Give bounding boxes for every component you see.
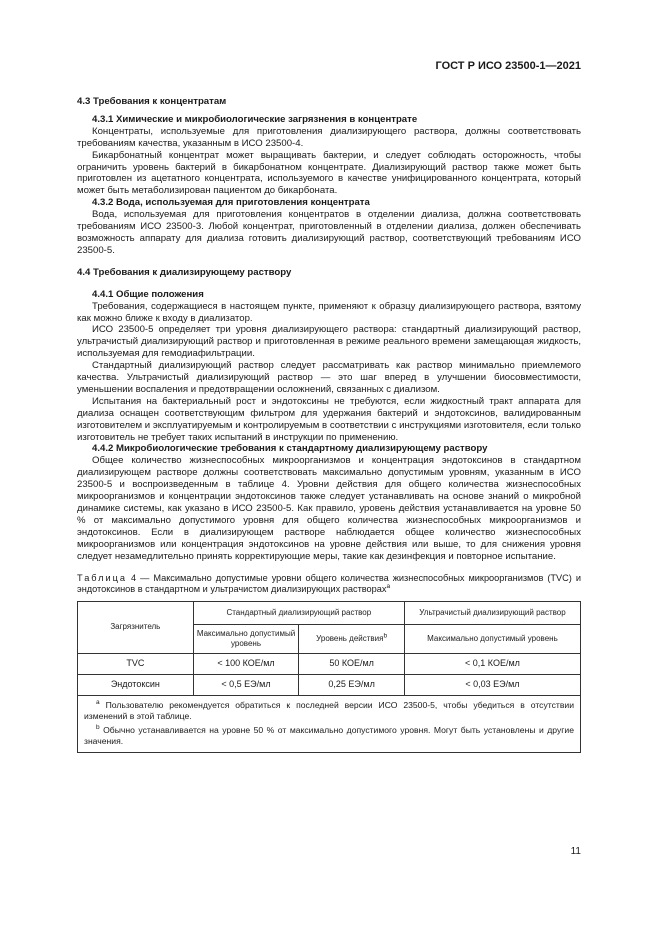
table-caption-text: 4 — Максимально допустимые уровни общего количества жизнеспособных микроорганизмов (TVC) и эндотоксинов в стандартном и ультрачистом диализирующих растворах	[77, 572, 581, 594]
paragraph: Общее количество жизнеспособных микроорганизмов и концентрация эндотоксинов в стандартном диализирующем растворе должны соответствовать максимально допустимым уровням, указанным в ИСО 23500-5 и воспроизведенным в таблице 4. Уровни действия для общего количества жизнеспособных микроорганизмов и концентрации эндотоксинов также следует устанавливать на основе знаний о микробной динамике системы, как указано в ИСО 23500-5. Как правило, уровень действия устанавливается на уровне 50 % от максимально допустимого уровня для общего количества жизнеспособных микроорганизмов и эндотоксинов. Если в диализирующем растворе наблюдается общее количество жизнеспособных микроорганизмов или концентрация эндотоксинов на уровне действия или выше, то для снижения уровня следует незамедлительно принять корректирующие меры, такие как дезинфекция и повторное испытание.	[77, 455, 581, 562]
table-caption-footnote-mark: a	[386, 582, 391, 590]
header-max-level-ultrapure: Максимально допустимый уровень	[404, 624, 580, 653]
document-header: ГОСТ Р ИСО 23500-1—2021	[435, 60, 581, 72]
limits-table	[77, 601, 581, 753]
table-caption	[77, 573, 581, 595]
header-action-footnote-mark: b	[383, 632, 388, 640]
section-4-4-1-title: 4.4.1 Общие положения	[92, 288, 204, 300]
section-4-4-title: 4.4 Требования к диализирующему раствору	[77, 266, 292, 278]
page-number: 11	[570, 846, 581, 857]
paragraph: Концентраты, используемые для приготовления диализирующего раствора, должны соответствовать требованиям качества, указанным в ИСО 23500-4.	[77, 125, 581, 149]
header-standard-group: Стандартный диализирующий раствор	[193, 601, 404, 624]
paragraph: Испытания на бактериальный рост и эндотоксины не требуются, если жидкостный тракт аппарата для диализа оснащен соответствующим фильтром для удержания бактерий и эндотоксинов, валидированным изготовителем и эксплуатируемым и контролируемым в соответствии с инструкциями изготовителя, если только изготовитель не требует таких испытаний в инструкции по применению.	[77, 395, 581, 443]
footnote-b-text: Обычно устанавливается на уровне 50 % от максимально допустимого уровня. Могут быть установлены и другие значения.	[84, 725, 574, 746]
table-row	[78, 674, 581, 695]
paragraph: Вода, используемая для приготовления концентратов в отделении диализа, должна соответствовать требованиям ИСО 23500-3. Любой концентрат, приготовленный в отделении диализа, должен обеспечивать возможность аппарату для диализа готовить диализирующий раствор, соответствующий требованиям ИСО 23500-5.	[77, 209, 581, 256]
header-action-level	[299, 624, 405, 653]
cell-max: < 0,5 ЕЭ/мл	[193, 674, 299, 695]
paragraph: ИСО 23500-5 определяет три уровня диализирующего раствора: стандартный диализирующий раствор, ультрачистый диализирующий раствор и приготовленная в режиме реального времени замещающая жидкость, используемая для гемодиафильтрации.	[77, 324, 581, 360]
section-4-4-2-title: 4.4.2 Микробиологические требования к стандартному диализирующему раствору	[92, 443, 488, 455]
cell-ultra: < 0,1 КОЕ/мл	[404, 653, 580, 674]
paragraph: Бикарбонатный концентрат может выращивать бактерии, и следует соблюдать осторожность, чтобы ограничить уровень бактерий в бикарбонатном концентрате. Диализирующий раствор также может быть приготовлен из ацетатного концентрата, используемого в качестве унифицированного концентрата, который может быть метаболизирован пациентом до бикарбоната.	[77, 149, 581, 197]
cell-contaminant: TVC	[78, 653, 194, 674]
footnote-a-mark: a	[96, 699, 100, 707]
paragraph: Требования, содержащиеся в настоящем пункте, применяют к образцу диализирующего раствора, взятому как можно ближе к входу в диализатор.	[77, 300, 581, 324]
document-body	[77, 96, 581, 753]
cell-action: 50 КОЕ/мл	[299, 653, 405, 674]
cell-action: 0,25 ЕЭ/мл	[299, 674, 405, 695]
footnote-a-text: Пользователю рекомендуется обратиться к последней версии ИСО 23500-5, чтобы убедиться в отсутствии изменений в этой таблице.	[84, 699, 574, 721]
section-4-3-1-title: 4.3.1 Химические и микробиологические загрязнения в концентрате	[92, 113, 418, 125]
footnote-a	[84, 700, 574, 721]
table-row	[78, 653, 581, 674]
section-4-3-title: 4.3 Требования к концентратам	[77, 96, 227, 107]
paragraph: Стандартный диализирующий раствор следует рассматривать как раствор минимально приемлемого качества. Ультрачистый диализирующий раствор — это шаг вперед в улучшении биосовместимости, уменьшении воспаления и предотвращении осложнений, связанных с диализом.	[77, 360, 581, 395]
cell-contaminant: Эндотоксин	[78, 674, 194, 695]
cell-ultra: < 0,03 ЕЭ/мл	[404, 674, 580, 695]
footnote-b-mark: b	[96, 724, 100, 732]
section-4-3-2-title: 4.3.2 Вода, используемая для приготовления концентрата	[92, 197, 370, 209]
table-footnotes	[78, 695, 581, 752]
header-action-level-label: Уровень действия	[316, 633, 384, 643]
header-ultrapure-group: Ультрачистый диализирующий раствор	[404, 601, 580, 624]
footnote-b	[84, 725, 574, 746]
cell-max: < 100 КОЕ/мл	[193, 653, 299, 674]
table-caption-label: Таблица	[77, 572, 128, 583]
header-max-level: Максимально допустимый уровень	[193, 624, 299, 653]
header-contaminant: Загрязнитель	[78, 601, 194, 653]
